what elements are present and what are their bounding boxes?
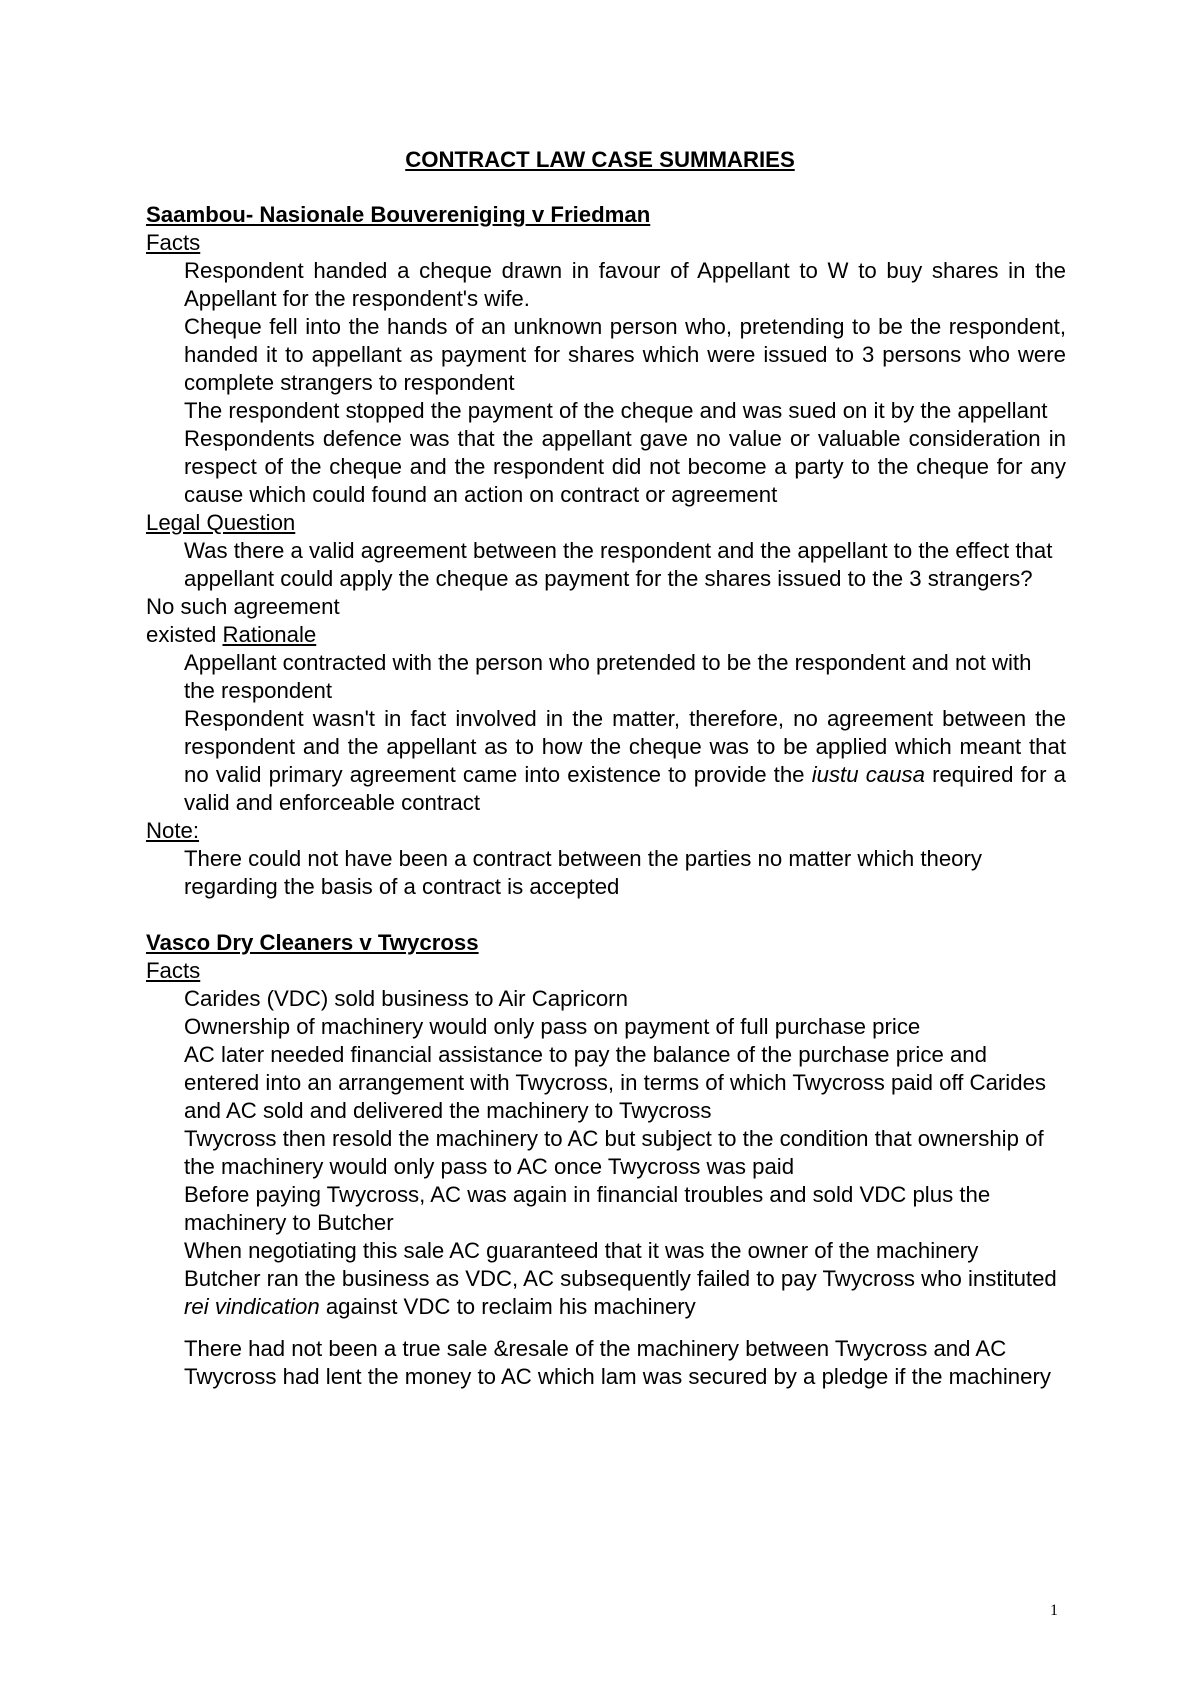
fact-paragraph: Cheque fell into the hands of an unknown person who, pretending to be the respondent, handed it to appellant as payment for shares which were issued to 3 persons who were complete strangers to respondent <box>184 314 1066 395</box>
rationale-text: Respondent wasn't in fact involved in the matter, therefore, no agreement between the respondent and the appellant as to how the cheque was to be applied which meant that no valid primary agreement came into existence to provide the <box>184 706 1066 787</box>
fact-paragraph: Ownership of machinery would only pass on payment of full purchase price <box>184 1014 921 1039</box>
fact-latin-term: rei vindication <box>184 1294 320 1319</box>
fact-paragraph: Respondents defence was that the appellant gave no value or valuable consideration in respect of the cheque and the respondent did not become a party to the cheque for any cause which could found an action on contract or agreement <box>184 426 1066 507</box>
spacer <box>146 1321 1066 1335</box>
fact-paragraph: Carides (VDC) sold business to Air Capricorn <box>184 986 628 1011</box>
rationale-latin-term: iustu causa <box>811 762 925 787</box>
answer-line-with-rationale-label <box>146 621 1066 649</box>
fact-paragraph: AC later needed financial assistance to pay the balance of the purchase price and entered into an arrangement with Twycross, in terms of which Twycross paid off Carides and AC sold and delivered the machinery to Twycross <box>184 1042 1047 1123</box>
finding-paragraph: There had not been a true sale &resale of the machinery between Twycross and AC <box>184 1336 1007 1361</box>
document-body <box>146 201 1066 1391</box>
case-title: Saambou- Nasionale Bouvereniging v Friedman <box>146 202 651 227</box>
spacer <box>146 901 1066 929</box>
rationale-text: required for a valid and enforceable contract <box>184 762 1066 815</box>
answer-line: No such agreement <box>146 594 340 619</box>
fact-paragraph: The respondent stopped the payment of the cheque and was sued on it by the appellant <box>184 398 1048 423</box>
note-label: Note: <box>146 818 200 843</box>
fact-paragraph: Twycross then resold the machinery to AC but subject to the condition that ownership of the machinery would only pass to AC once Twycross was paid <box>184 1126 1044 1179</box>
facts-label: Facts <box>146 958 201 983</box>
fact-text: against VDC to reclaim his machinery <box>325 1294 696 1319</box>
note-text: There could not have been a contract between the parties no matter which theory regarding the basis of a contract is accepted <box>184 846 982 899</box>
fact-paragraph <box>184 1265 1066 1321</box>
answer-text: existed <box>146 622 217 647</box>
page-number: 1 <box>1050 1602 1058 1619</box>
facts-label: Facts <box>146 230 201 255</box>
rationale-paragraph: Appellant contracted with the person who pretended to be the respondent and not with the respondent <box>184 650 1032 703</box>
legal-question-label: Legal Question <box>146 510 296 535</box>
fact-paragraph: When negotiating this sale AC guaranteed that it was the owner of the machinery <box>184 1238 979 1263</box>
fact-paragraph: Respondent handed a cheque drawn in favour of Appellant to W to buy shares in the Appellant for the respondent's wife. <box>184 258 1066 311</box>
finding-paragraph: Twycross had lent the money to AC which lam was secured by a pledge if the machinery <box>184 1364 1051 1389</box>
document-title: CONTRACT LAW CASE SUMMARIES <box>405 147 795 172</box>
case-title: Vasco Dry Cleaners v Twycross <box>146 930 479 955</box>
legal-question-text: Was there a valid agreement between the respondent and the appellant to the effect that appellant could apply the cheque as payment for the shares issued to the 3 strangers? <box>184 538 1053 591</box>
rationale-paragraph <box>184 705 1066 817</box>
fact-paragraph: Before paying Twycross, AC was again in financial troubles and sold VDC plus the machinery to Butcher <box>184 1182 991 1235</box>
rationale-label: Rationale <box>222 622 317 647</box>
fact-text: Butcher ran the business as VDC, AC subsequently failed to pay Twycross who instituted <box>184 1266 1057 1291</box>
